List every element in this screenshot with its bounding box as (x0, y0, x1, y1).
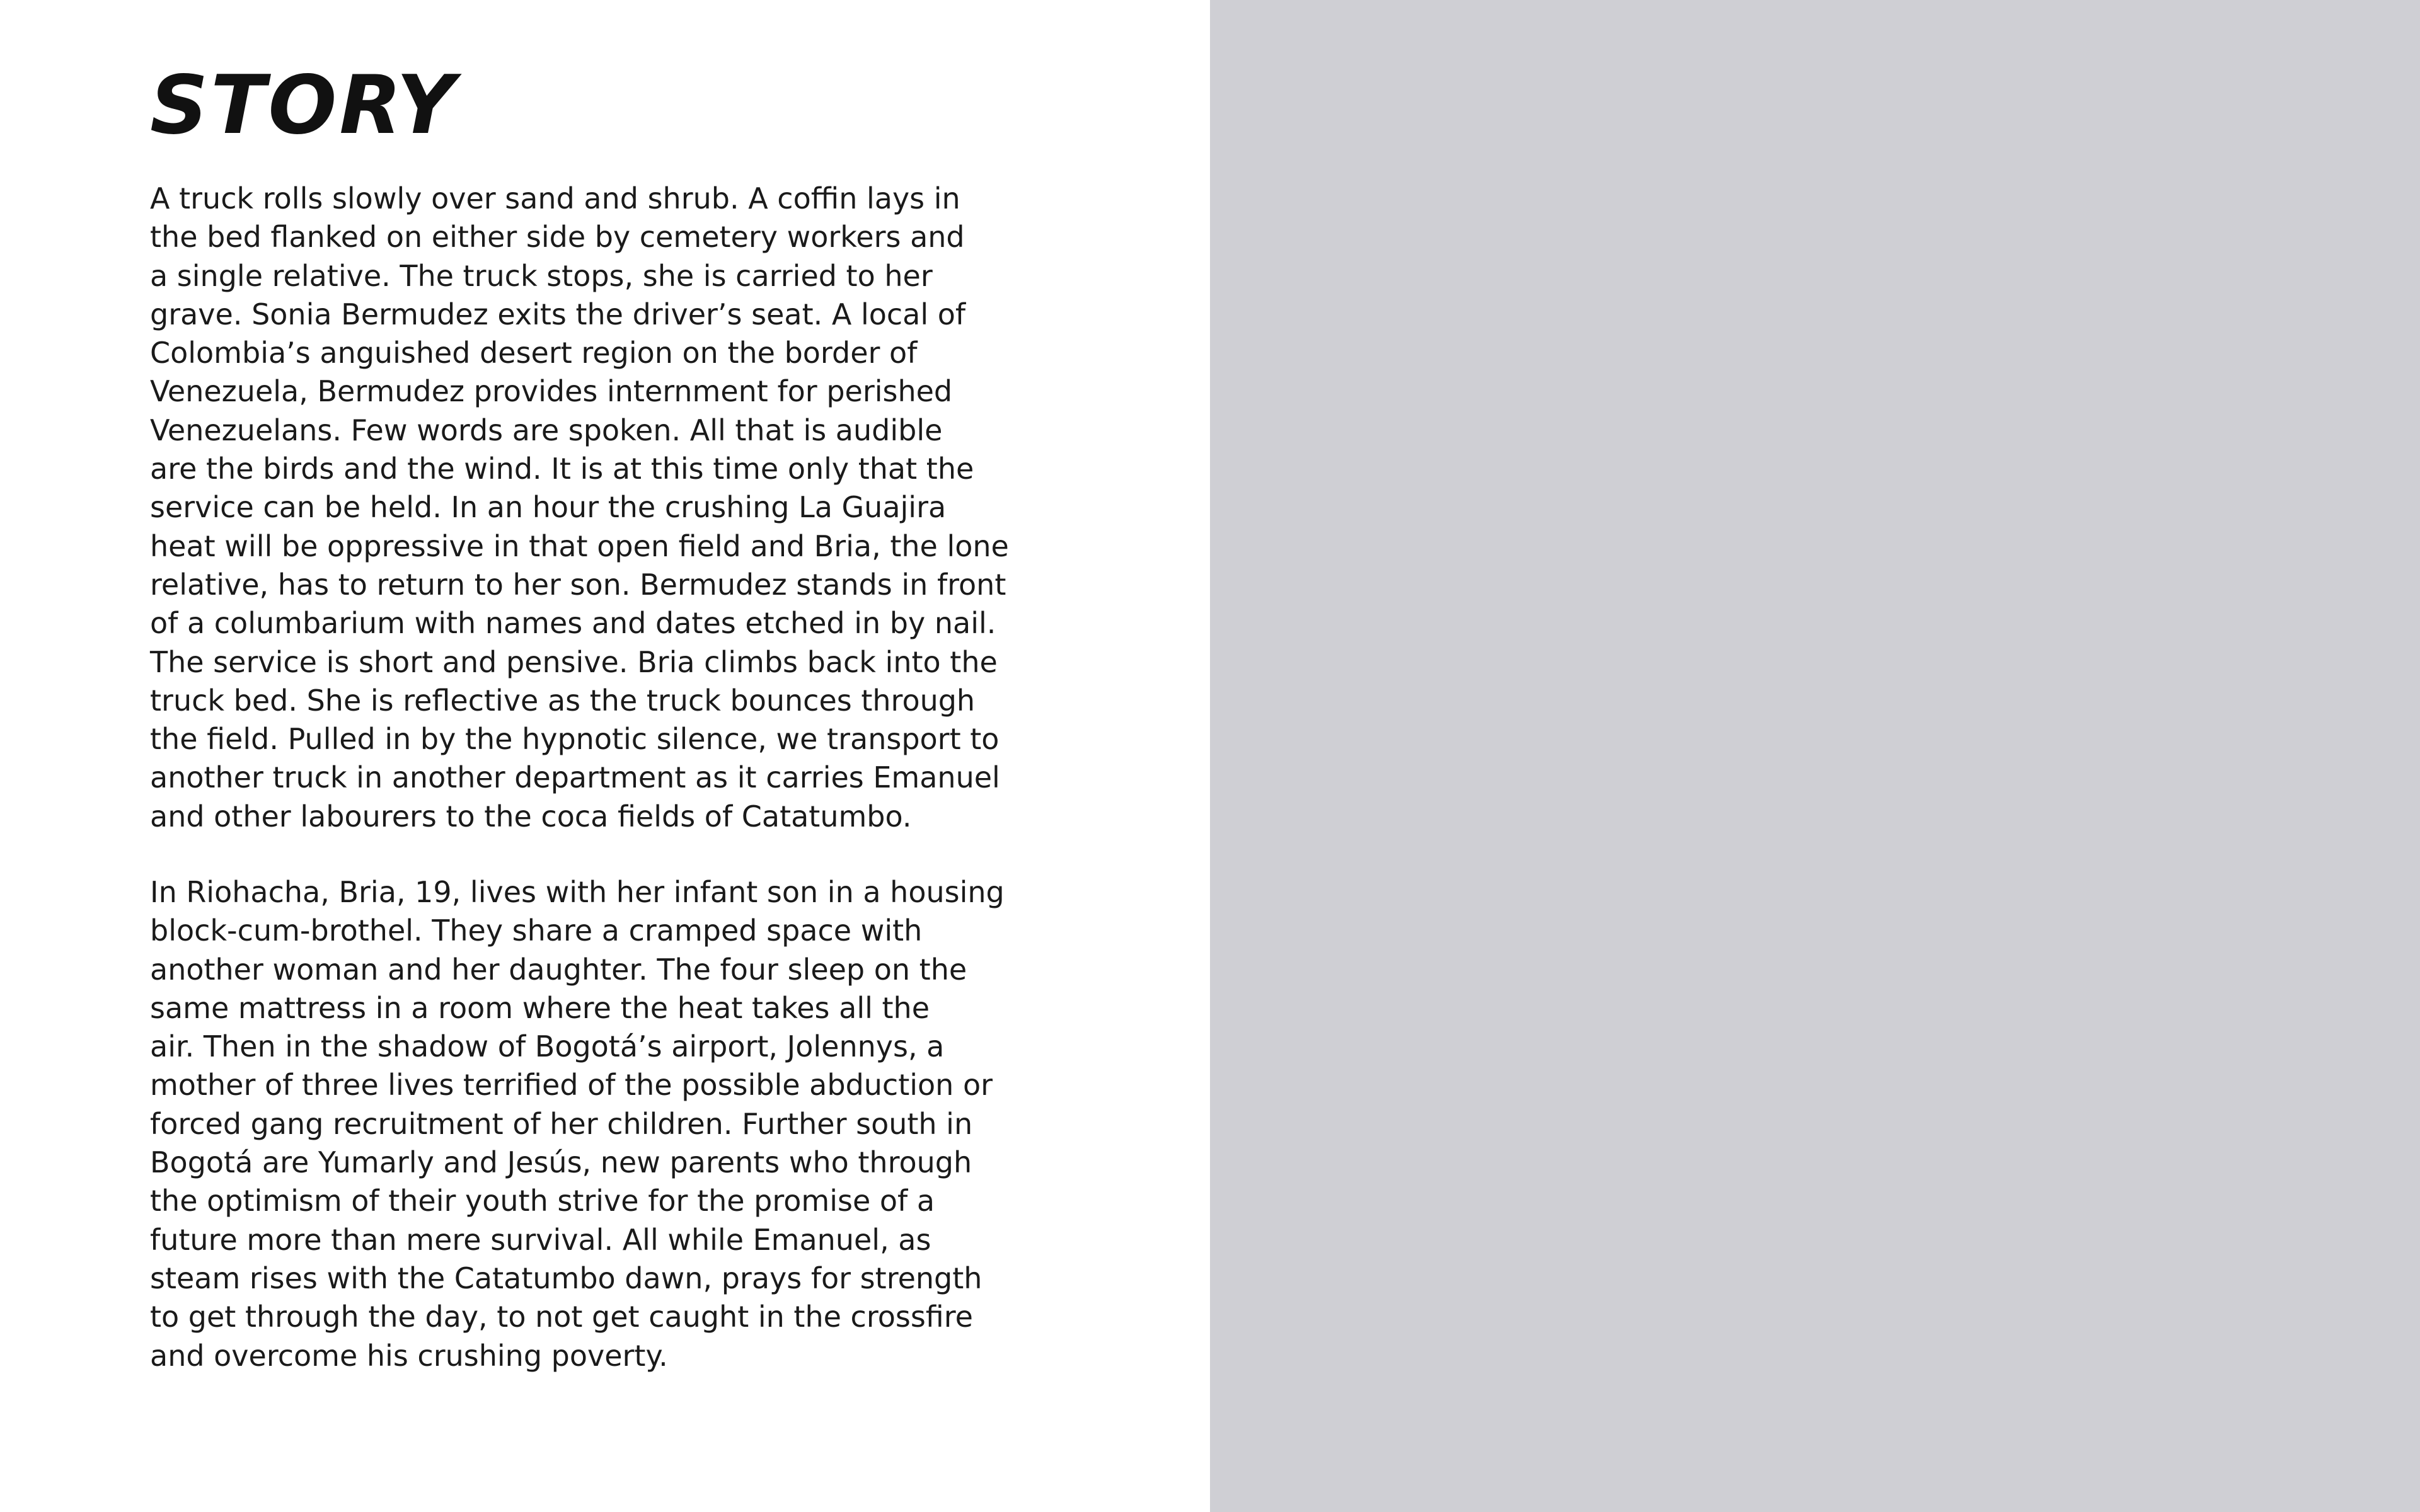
page-title: STORY (150, 59, 458, 152)
story-paragraph-1: A truck rolls slowly over sand and shrub. A coffin lays in the bed flanked on either side by cemetery workers and a single relative. The truck stops, she is carried to her grave. Sonia Bermudez exits the driver’s seat. A local of Colombia’s anguished desert region on the border of Venezuela, Bermudez provides internment for perished Venezuelans. Few words are spoken. All that is audible are the birds and the wind. It is at this time only that the service can be held. In an hour the crushing La Guajira heat will be oppressive in that open field and Bria, the lone relative, has to return to her son. Bermudez stands in front of a columbarium with names and dates etched in by nail. The service is short and pensive. Bria climbs back into the truck bed. She is reflective as the truck bounces through the field. Pulled in by the hypnotic silence, we transport to another truck in another department as it carries Emanuel and other labourers to the coca fields of Catatumbo. (150, 181, 1009, 833)
story-paragraph-2: In Riohacha, Bria, 19, lives with her infant son in a housing block-cum-brothel. They share a cramped space with another woman and her daughter. The four sleep on the same mattress in a room where the heat takes all the air. Then in the shadow of Bogotá’s airport, Jolennys, a mother of three lives terrified of the possible abduction or forced gang recruitment of her children. Further south in Bogotá are Yumarly and Jesús, new parents who through the optimism of their youth strive for the promise of a future more than mere survival. All while Emanuel, as steam rises with the Catatumbo dawn, prays for strength to get through the day, to not get caught in the crossfire and overcome his crushing poverty. (150, 875, 1005, 1373)
right-page (1210, 0, 2420, 1512)
